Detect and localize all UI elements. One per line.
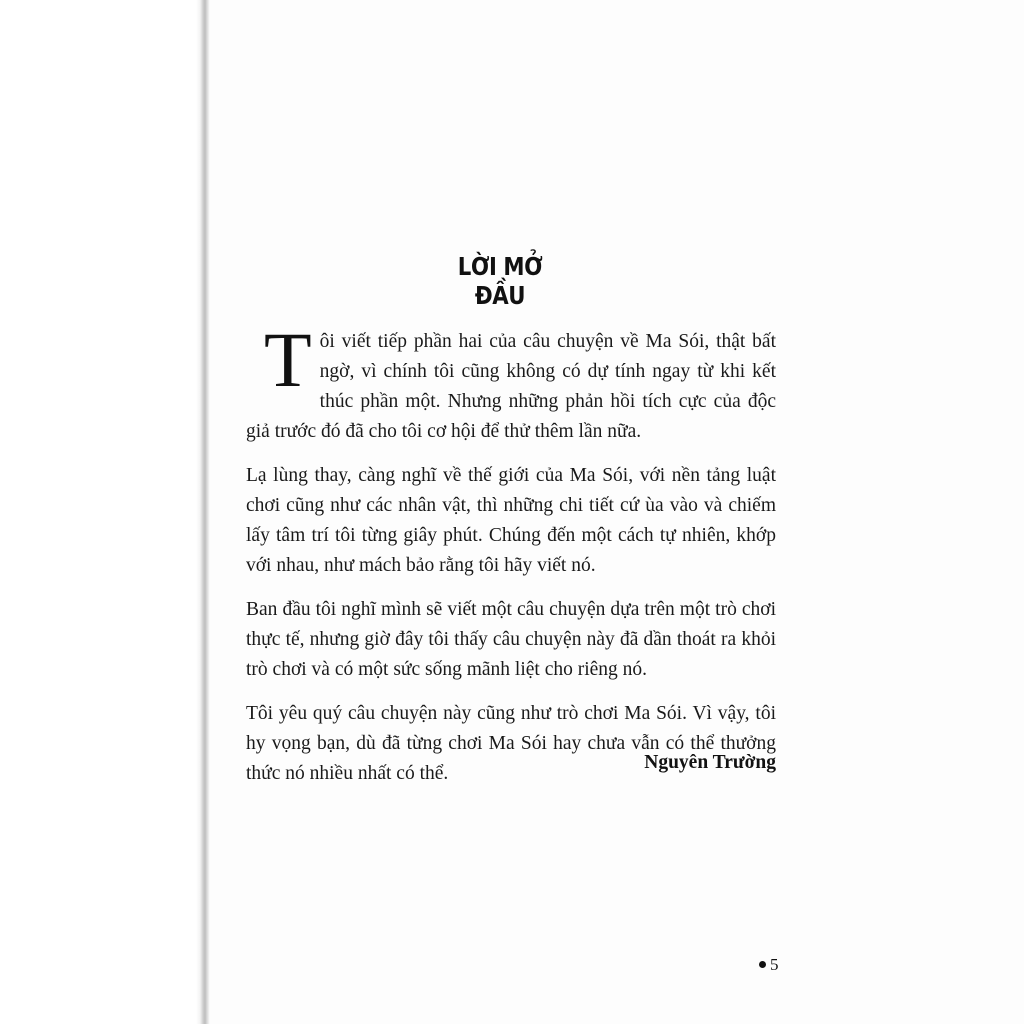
- paragraph-1-text: ôi viết tiếp phần hai của câu chuyện về Ma Sói, thật bất ngờ, vì chính tôi cũng không có dự tính ngay từ khi kết thúc phần một. Nhưng những phản hồi tích cực của độc giả trước đó đã cho tôi cơ hội để thử thêm lần nữa.: [246, 331, 776, 442]
- page-number: [759, 955, 779, 975]
- paragraph-4: Tôi yêu quý câu chuyện này cũng như trò chơi Ma Sói. Vì vậy, tôi hy vọng bạn, dù đã từng chơi Ma Sói hay chưa vẫn có thể thưởng thức nó nhiều nhất có thể.: [246, 703, 776, 784]
- paragraph-1: [246, 316, 776, 447]
- page-number-bullet-icon: [759, 961, 766, 968]
- author-signature: Nguyên Trường: [644, 752, 776, 773]
- body-text: [246, 316, 776, 803]
- book-binding-edge: [0, 0, 210, 1024]
- paragraph-3: Ban đầu tôi nghĩ mình sẽ viết một câu chuyện dựa trên một trò chơi thực tế, nhưng giờ đây tôi thấy câu chuyện này đã dần thoát ra khỏi trò chơi và có một sức sống mãnh liệt cho riêng nó.: [246, 599, 776, 680]
- chapter-title: LỜI MỞ ĐẦU: [457, 252, 543, 310]
- drop-cap: T: [264, 316, 312, 403]
- page-number-value: 5: [770, 955, 779, 974]
- paragraph-2: Lạ lùng thay, càng nghĩ về thế giới của Ma Sói, với nền tảng luật chơi cũng như các nhân vật, thì những chi tiết cứ ùa vào và chiếm lấy tâm trí tôi từng giây phút. Chúng đến một cách tự nhiên, khớp với nhau, như mách bảo rằng tôi hãy viết nó.: [246, 465, 776, 576]
